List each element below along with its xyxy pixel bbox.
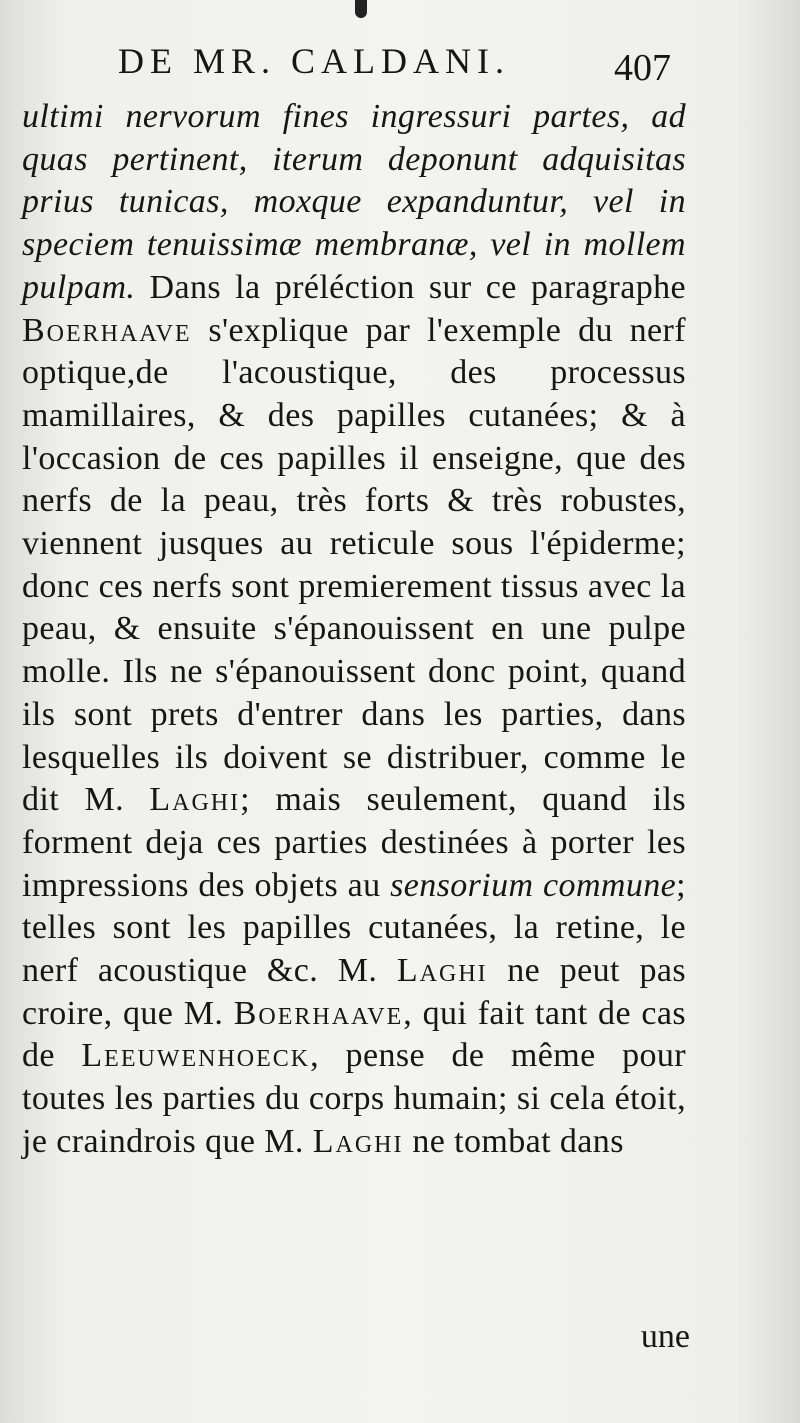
page-number: 407: [614, 47, 671, 89]
author-name: Laghi: [149, 781, 241, 819]
running-head: DE MR. CALDANI.: [118, 41, 510, 81]
text-run: ; telles sont les papilles cutanées, la retine, le nerf acoustique &c. M.: [22, 866, 686, 990]
author-name: Laghi: [396, 952, 488, 990]
text-run: Dans la préléction sur ce paragraphe: [135, 268, 686, 306]
text-run: , pense de même pour toutes les parties du corps humain; si cela étoit, je craindrois que M.: [22, 1037, 686, 1160]
latin-term: sensorium commune: [390, 866, 677, 904]
text-run: ne tombat dans: [403, 1122, 624, 1160]
ink-mark: [355, 0, 367, 18]
body-text: [22, 96, 686, 1164]
page-header: [0, 36, 800, 96]
text-run: , qui fait tant de cas de: [22, 994, 686, 1075]
text-run: s'explique par l'exemple du nerf optique,de l'acoustique, des processus mamillaires, & des papilles cutanées; & à l'occasion de ces papilles il enseigne, que des nerfs de la peau, très forts & très robustes, viennent jusques au reticule sous l'épiderme; donc ces nerfs sont premierement tissus avec la peau, & ensuite s'épanouissent en une pulpe molle. Ils ne s'épanouissent donc point, quand ils sont prets d'entrer dans les parties, dans lesquelles ils doivent se distribuer, comme le dit M.: [22, 311, 686, 819]
author-name: Leeuwenhoeck: [81, 1037, 311, 1075]
text-run: ne peut pas croire, que M.: [22, 952, 686, 1032]
author-name: Boerhaave: [233, 994, 404, 1032]
text-run: ; mais seulement, quand ils forment deja ces parties destinées à porter les impressions des objets au: [22, 781, 686, 904]
latin-quotation: ultimi nervorum fines ingressuri partes, ad quas pertinent, iterum deponunt adquisitas prius tunicas, moxque expanduntur, vel in speciem tenuissimæ membranæ, vel in mollem pulpam.: [22, 98, 686, 306]
author-name: Laghi: [312, 1122, 404, 1160]
catchword: une: [640, 1318, 690, 1355]
author-name: Boerhaave: [22, 311, 192, 349]
